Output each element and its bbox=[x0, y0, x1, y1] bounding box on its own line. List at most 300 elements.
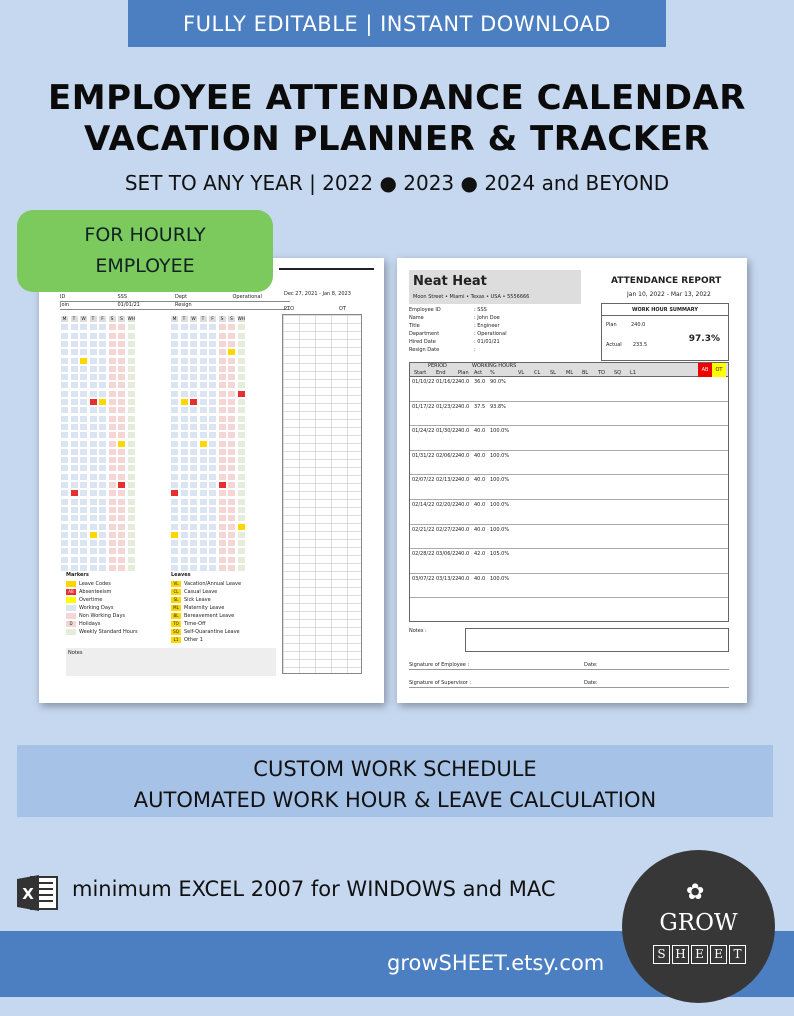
calendar-day-cell bbox=[98, 448, 107, 456]
calendar-day-cell bbox=[218, 332, 227, 340]
report-row bbox=[410, 475, 728, 500]
calendar-day-cell bbox=[89, 564, 98, 572]
leave-item bbox=[171, 596, 271, 604]
calendar-day-cell bbox=[98, 357, 107, 365]
employee-signature-label: Signature of Employee : bbox=[409, 662, 470, 668]
calendar-day-cell bbox=[127, 332, 136, 340]
actual-label: Actual bbox=[606, 342, 622, 348]
calendar-day-cell bbox=[189, 539, 198, 547]
calendar-day-cell bbox=[117, 531, 126, 539]
calendar-day-cell bbox=[237, 440, 246, 448]
report-cell: 100.0% bbox=[490, 452, 510, 459]
employee-info bbox=[60, 294, 290, 310]
growsheet-logo bbox=[622, 850, 775, 1003]
leave-code: L1 bbox=[171, 637, 181, 643]
calendar-day-cell bbox=[189, 481, 198, 489]
calendar-day-cell bbox=[79, 506, 88, 514]
calendar-day-cell bbox=[208, 556, 217, 564]
weekday-header: WH bbox=[127, 317, 136, 322]
calendar-day-cell bbox=[108, 539, 117, 547]
calendar-day-cell bbox=[237, 373, 246, 381]
calendar-day-cell bbox=[79, 514, 88, 522]
calendar-day-cell bbox=[208, 547, 217, 555]
report-cell: 100.0% bbox=[490, 501, 510, 508]
report-cell: 03/07/22 bbox=[412, 575, 435, 582]
leave-label: Vacation/Annual Leave bbox=[184, 581, 242, 587]
leave-code: TO bbox=[171, 621, 181, 627]
calendar-day-cell bbox=[60, 406, 69, 414]
calendar-day-cell bbox=[89, 514, 98, 522]
marker-label: Holidays bbox=[79, 621, 101, 627]
leave-code: SQ bbox=[171, 629, 181, 635]
employee-date-label: Date: bbox=[584, 662, 598, 668]
marker-swatch bbox=[66, 629, 76, 635]
calendar-day-cell bbox=[60, 348, 69, 356]
calendar-day-cell bbox=[70, 547, 79, 555]
calendar-day-cell bbox=[170, 423, 179, 431]
calendar-day-cell bbox=[127, 348, 136, 356]
calendar-day-cell bbox=[108, 523, 117, 531]
calendar-day-cell bbox=[180, 448, 189, 456]
report-cell: 01/24/22 bbox=[412, 428, 435, 435]
calendar-day-cell bbox=[127, 398, 136, 406]
calendar-day-cell bbox=[237, 473, 246, 481]
calendar-day-cell bbox=[189, 456, 198, 464]
plan-label: Plan bbox=[606, 322, 617, 328]
calendar-day-cell bbox=[218, 489, 227, 497]
field-label: Employee ID bbox=[409, 307, 441, 313]
calendar-day-cell bbox=[108, 473, 117, 481]
report-cell: 42.0 bbox=[474, 551, 486, 558]
calendar-day-cell bbox=[127, 390, 136, 398]
calendar-day-cell bbox=[208, 390, 217, 398]
calendar-day-cell bbox=[108, 323, 117, 331]
marker-item bbox=[66, 628, 166, 636]
calendar-day-cell bbox=[127, 473, 136, 481]
report-cell: 40.0 bbox=[474, 575, 486, 582]
marker-swatch: AB bbox=[66, 589, 76, 595]
calendar-day-cell bbox=[70, 539, 79, 547]
calendar-day-cell bbox=[89, 373, 98, 381]
employee-field bbox=[409, 347, 589, 355]
calendar-day-cell bbox=[180, 489, 189, 497]
calendar-day-cell bbox=[170, 406, 179, 414]
calendar-day-cell bbox=[108, 406, 117, 414]
etsy-url[interactable]: growSHEET.etsy.com bbox=[387, 951, 605, 975]
calendar-day-cell bbox=[208, 456, 217, 464]
calendar-day-cell bbox=[199, 348, 208, 356]
employee-field bbox=[409, 339, 589, 347]
calendar-day-cell bbox=[98, 398, 107, 406]
employee-field bbox=[409, 331, 589, 339]
calendar-day-cell bbox=[189, 348, 198, 356]
calendar-day-cell bbox=[208, 415, 217, 423]
calendar-day-cell bbox=[60, 415, 69, 423]
calendar-day-cell bbox=[117, 547, 126, 555]
calendar-day-cell bbox=[189, 423, 198, 431]
calendar-day-cell bbox=[218, 498, 227, 506]
calendar-day-cell bbox=[117, 423, 126, 431]
calendar-day-cell bbox=[79, 481, 88, 489]
calendar-day-cell bbox=[127, 357, 136, 365]
report-cell: 02/20/22 bbox=[436, 501, 459, 508]
weekday-header: T bbox=[89, 315, 98, 323]
field-label: Department bbox=[409, 331, 440, 337]
report-rows bbox=[410, 377, 728, 598]
calendar-day-cell bbox=[218, 323, 227, 331]
calendar-day-cell bbox=[79, 332, 88, 340]
calendar-date-range: Dec 27, 2021 - Jan 8, 2023 bbox=[284, 291, 351, 297]
report-row bbox=[410, 451, 728, 476]
calendar-day-cell bbox=[89, 481, 98, 489]
calendar-day-cell bbox=[180, 456, 189, 464]
calendar-day-cell bbox=[170, 373, 179, 381]
calendar-day-cell bbox=[218, 531, 227, 539]
calendar-day-cell bbox=[208, 464, 217, 472]
calendar-day-cell bbox=[237, 448, 246, 456]
calendar-day-cell bbox=[98, 481, 107, 489]
calendar-day-cell bbox=[189, 448, 198, 456]
calendar-day-cell bbox=[218, 556, 227, 564]
join-label: Join bbox=[60, 302, 70, 308]
calendar-day-cell bbox=[108, 398, 117, 406]
calendar-day-cell bbox=[218, 506, 227, 514]
marker-item bbox=[66, 604, 166, 612]
report-cell: 40.0 bbox=[474, 477, 486, 484]
logo-letter: T bbox=[729, 945, 746, 964]
calendar-day-cell bbox=[117, 539, 126, 547]
calendar-day-cell bbox=[108, 340, 117, 348]
calendar-day-cell bbox=[108, 506, 117, 514]
resign-label: Resign bbox=[175, 302, 192, 308]
calendar-day-cell bbox=[180, 440, 189, 448]
report-column-header: SL bbox=[550, 370, 556, 376]
calendar-day-cell bbox=[180, 390, 189, 398]
hourly-badge-line2: EMPLOYEE bbox=[95, 255, 195, 277]
calendar-day-cell bbox=[108, 423, 117, 431]
marker-swatch bbox=[66, 613, 76, 619]
calendar-day-cell bbox=[79, 423, 88, 431]
calendar-day-cell bbox=[180, 398, 189, 406]
calendar-day-cell bbox=[208, 531, 217, 539]
calendar-day-cell bbox=[98, 514, 107, 522]
logo-grow-text: GROW bbox=[659, 910, 738, 936]
calendar-day-cell bbox=[117, 464, 126, 472]
calendar-day-cell bbox=[237, 323, 246, 331]
calendar-notes bbox=[66, 648, 276, 676]
calendar-day-cell bbox=[218, 398, 227, 406]
calendar-day-cell bbox=[189, 489, 198, 497]
calendar-day-cell bbox=[60, 431, 69, 439]
report-notes-label: Notes : bbox=[409, 628, 427, 634]
calendar-day-cell bbox=[180, 423, 189, 431]
calendar-day-cell bbox=[170, 381, 179, 389]
calendar-day-cell bbox=[237, 489, 246, 497]
calendar-day-cell bbox=[199, 523, 208, 531]
report-row bbox=[410, 549, 728, 574]
calendar-day-cell bbox=[60, 464, 69, 472]
calendar-day-cell bbox=[127, 323, 136, 331]
calendar-day-cell bbox=[199, 564, 208, 572]
calendar-day-cell bbox=[227, 539, 236, 547]
calendar-day-cell bbox=[60, 373, 69, 381]
report-cell: 02/21/22 bbox=[412, 526, 435, 533]
calendar-day-cell bbox=[117, 381, 126, 389]
calendar-day-cell bbox=[108, 390, 117, 398]
leave-item bbox=[171, 588, 271, 596]
calendar-day-cell bbox=[227, 481, 236, 489]
leave-code: SL bbox=[171, 597, 181, 603]
weekday-header: S bbox=[218, 315, 227, 323]
field-label: Name bbox=[409, 315, 424, 321]
calendar-day-cell bbox=[98, 348, 107, 356]
calendar-day-cell bbox=[189, 498, 198, 506]
calendar-day-cell bbox=[79, 365, 88, 373]
calendar-day-cell bbox=[127, 440, 136, 448]
calendar-day-cell bbox=[208, 398, 217, 406]
calendar-day-cell bbox=[89, 390, 98, 398]
weekday-header: WH bbox=[237, 317, 246, 322]
calendar-day-cell bbox=[98, 498, 107, 506]
calendar-day-cell bbox=[227, 381, 236, 389]
calendar-day-cell bbox=[89, 340, 98, 348]
leaves-list bbox=[171, 580, 271, 644]
calendar-day-cell bbox=[218, 423, 227, 431]
calendar-day-cell bbox=[127, 431, 136, 439]
calendar-day-cell bbox=[70, 506, 79, 514]
calendar-notes-label: Notes bbox=[68, 650, 83, 656]
features-line-1: CUSTOM WORK SCHEDULE bbox=[253, 757, 537, 781]
calendar-day-cell bbox=[70, 514, 79, 522]
report-cell: 93.8% bbox=[490, 403, 506, 410]
report-cell: 40.0 bbox=[458, 379, 470, 385]
report-cell: 03/06/22 bbox=[436, 551, 459, 558]
calendar-day-cell bbox=[180, 357, 189, 365]
calendar-day-cell bbox=[227, 390, 236, 398]
calendar-day-cell bbox=[208, 323, 217, 331]
employee-signature-line bbox=[409, 662, 729, 670]
calendar-day-cell bbox=[89, 456, 98, 464]
supervisor-date-label: Date: bbox=[584, 680, 598, 686]
calendar-day-cell bbox=[79, 489, 88, 497]
calendar-day-cell bbox=[127, 464, 136, 472]
calendar-day-cell bbox=[79, 556, 88, 564]
report-cell: 01/31/22 bbox=[412, 452, 435, 459]
calendar-day-cell bbox=[180, 431, 189, 439]
calendar-day-cell bbox=[98, 431, 107, 439]
calendar-day-cell bbox=[170, 547, 179, 555]
calendar-day-cell bbox=[79, 547, 88, 555]
calendar-day-cell bbox=[98, 332, 107, 340]
report-cell: 02/28/22 bbox=[412, 551, 435, 558]
report-cell: 02/06/22 bbox=[436, 452, 459, 459]
calendar-day-cell bbox=[180, 323, 189, 331]
calendar-day-cell bbox=[60, 531, 69, 539]
marker-label: Working Days bbox=[79, 605, 114, 611]
calendar-day-cell bbox=[180, 415, 189, 423]
summary-title: WORK HOUR SUMMARY bbox=[602, 304, 728, 316]
report-column-header: BL bbox=[582, 370, 589, 376]
calendar-day-cell bbox=[127, 365, 136, 373]
calendar-day-cell bbox=[127, 373, 136, 381]
calendar-day-cell bbox=[127, 523, 136, 531]
calendar-day-cell bbox=[218, 340, 227, 348]
calendar-day-cell bbox=[70, 489, 79, 497]
calendar-day-cell bbox=[60, 514, 69, 522]
calendar-day-cell bbox=[189, 373, 198, 381]
calendar-day-cell bbox=[218, 547, 227, 555]
report-column-header: Start bbox=[414, 370, 427, 376]
calendar-day-cell bbox=[170, 448, 179, 456]
calendar-day-cell bbox=[70, 456, 79, 464]
calendar-day-cell bbox=[170, 340, 179, 348]
calendar-day-cell bbox=[170, 440, 179, 448]
calendar-day-cell bbox=[60, 381, 69, 389]
weekday-header: M bbox=[170, 315, 179, 323]
calendar-day-cell bbox=[70, 481, 79, 489]
report-cell: 100.0% bbox=[490, 526, 510, 533]
calendar-day-cell bbox=[227, 340, 236, 348]
report-cell: 90.0% bbox=[490, 379, 506, 385]
calendar-day-cell bbox=[98, 440, 107, 448]
calendar-day-cell bbox=[199, 390, 208, 398]
calendar-day-cell bbox=[60, 365, 69, 373]
report-cell: 40.0 bbox=[458, 501, 470, 508]
calendar-day-cell bbox=[227, 564, 236, 572]
calendar-day-cell bbox=[170, 564, 179, 572]
report-cell: 40.0 bbox=[474, 452, 486, 459]
calendar-day-cell bbox=[227, 423, 236, 431]
calendar-day-cell bbox=[89, 523, 98, 531]
calendar-day-cell bbox=[117, 481, 126, 489]
markers-list bbox=[66, 580, 166, 636]
report-cell: 40.0 bbox=[458, 452, 470, 459]
calendar-day-cell bbox=[79, 564, 88, 572]
calendar-day-cell bbox=[170, 473, 179, 481]
calendar-day-cell bbox=[218, 448, 227, 456]
report-cell: 01/23/22 bbox=[436, 403, 459, 410]
report-cell: 40.0 bbox=[458, 428, 470, 435]
calendar-day-cell bbox=[70, 373, 79, 381]
calendar-day-cell bbox=[218, 456, 227, 464]
calendar-day-cell bbox=[199, 323, 208, 331]
calendar-day-cell bbox=[70, 365, 79, 373]
report-row bbox=[410, 574, 728, 599]
leave-label: Sick Leave bbox=[184, 597, 211, 603]
calendar-day-cell bbox=[127, 423, 136, 431]
calendar-day-cell bbox=[218, 440, 227, 448]
calendar-day-cell bbox=[117, 431, 126, 439]
logo-sheet-letters bbox=[653, 945, 746, 964]
report-cell: 100.0% bbox=[490, 575, 510, 582]
calendar-day-cell bbox=[79, 406, 88, 414]
period-label: PERIOD bbox=[428, 363, 447, 369]
actual-value: 233.5 bbox=[632, 342, 648, 348]
calendar-day-cell bbox=[189, 473, 198, 481]
id-label: ID bbox=[60, 294, 66, 300]
calendar-day-cell bbox=[89, 381, 98, 389]
weekday-header: S bbox=[108, 315, 117, 323]
marker-swatch bbox=[66, 605, 76, 611]
calendar-day-cell bbox=[208, 332, 217, 340]
report-cell: 40.0 bbox=[458, 477, 470, 484]
report-column-header: ML bbox=[566, 370, 574, 376]
marker-item bbox=[66, 612, 166, 620]
top-banner: FULLY EDITABLE | INSTANT DOWNLOAD bbox=[128, 0, 666, 47]
report-cell: 40.0 bbox=[474, 428, 486, 435]
report-cell: 100.0% bbox=[490, 477, 510, 484]
calendar-day-cell bbox=[237, 498, 246, 506]
calendar-day-cell bbox=[180, 531, 189, 539]
calendar-day-cell bbox=[108, 564, 117, 572]
calendar-day-cell bbox=[227, 365, 236, 373]
calendar-day-cell bbox=[108, 489, 117, 497]
calendar-day-cell bbox=[60, 556, 69, 564]
calendar-day-cell bbox=[108, 448, 117, 456]
report-cell: 01/10/22 bbox=[412, 379, 435, 385]
calendar-day-cell bbox=[237, 556, 246, 564]
field-value: : 01/01/21 bbox=[474, 339, 500, 345]
marker-item bbox=[66, 620, 166, 628]
calendar-day-cell bbox=[79, 381, 88, 389]
report-date-range: Jan 10, 2022 - Mar 13, 2022 bbox=[627, 291, 711, 298]
calendar-day-cell bbox=[70, 564, 79, 572]
hourly-badge bbox=[17, 210, 273, 292]
calendar-day-cell bbox=[199, 456, 208, 464]
calendar-day-cell bbox=[70, 473, 79, 481]
calendar-day-cell bbox=[108, 531, 117, 539]
calendar-day-cell bbox=[208, 473, 217, 481]
calendar-day-cell bbox=[218, 406, 227, 414]
calendar-day-cell bbox=[79, 440, 88, 448]
calendar-day-cell bbox=[189, 440, 198, 448]
calendar-day-cell bbox=[108, 514, 117, 522]
calendar-day-cell bbox=[170, 531, 179, 539]
calendar-day-cell bbox=[98, 489, 107, 497]
calendar-day-cell bbox=[79, 415, 88, 423]
calendar-day-cell bbox=[208, 498, 217, 506]
calendar-day-cell bbox=[218, 357, 227, 365]
calendar-day-cell bbox=[218, 523, 227, 531]
calendar-day-cell bbox=[70, 440, 79, 448]
calendar-day-cell bbox=[170, 456, 179, 464]
calendar-day-cell bbox=[108, 332, 117, 340]
report-row bbox=[410, 525, 728, 550]
calendar-day-cell bbox=[98, 506, 107, 514]
calendar-day-cell bbox=[218, 415, 227, 423]
calendar-day-cell bbox=[70, 340, 79, 348]
calendar-day-cell bbox=[227, 357, 236, 365]
calendar-day-cell bbox=[108, 431, 117, 439]
calendar-day-cell bbox=[218, 473, 227, 481]
calendar-day-cell bbox=[108, 440, 117, 448]
calendar-day-cell bbox=[208, 481, 217, 489]
calendar-day-cell bbox=[70, 406, 79, 414]
calendar-day-cell bbox=[170, 390, 179, 398]
calendar-day-cell bbox=[79, 448, 88, 456]
report-cell: 100.0% bbox=[490, 428, 510, 435]
calendar-day-cell bbox=[237, 406, 246, 414]
calendar-day-cell bbox=[227, 431, 236, 439]
calendar-day-cell bbox=[70, 323, 79, 331]
calendar-day-cell bbox=[180, 348, 189, 356]
plan-value: 240.0 bbox=[630, 322, 646, 328]
calendar-day-cell bbox=[218, 481, 227, 489]
calendar-day-cell bbox=[227, 348, 236, 356]
calendar-day-cell bbox=[199, 365, 208, 373]
calendar-day-cell bbox=[127, 489, 136, 497]
calendar-day-cell bbox=[180, 506, 189, 514]
